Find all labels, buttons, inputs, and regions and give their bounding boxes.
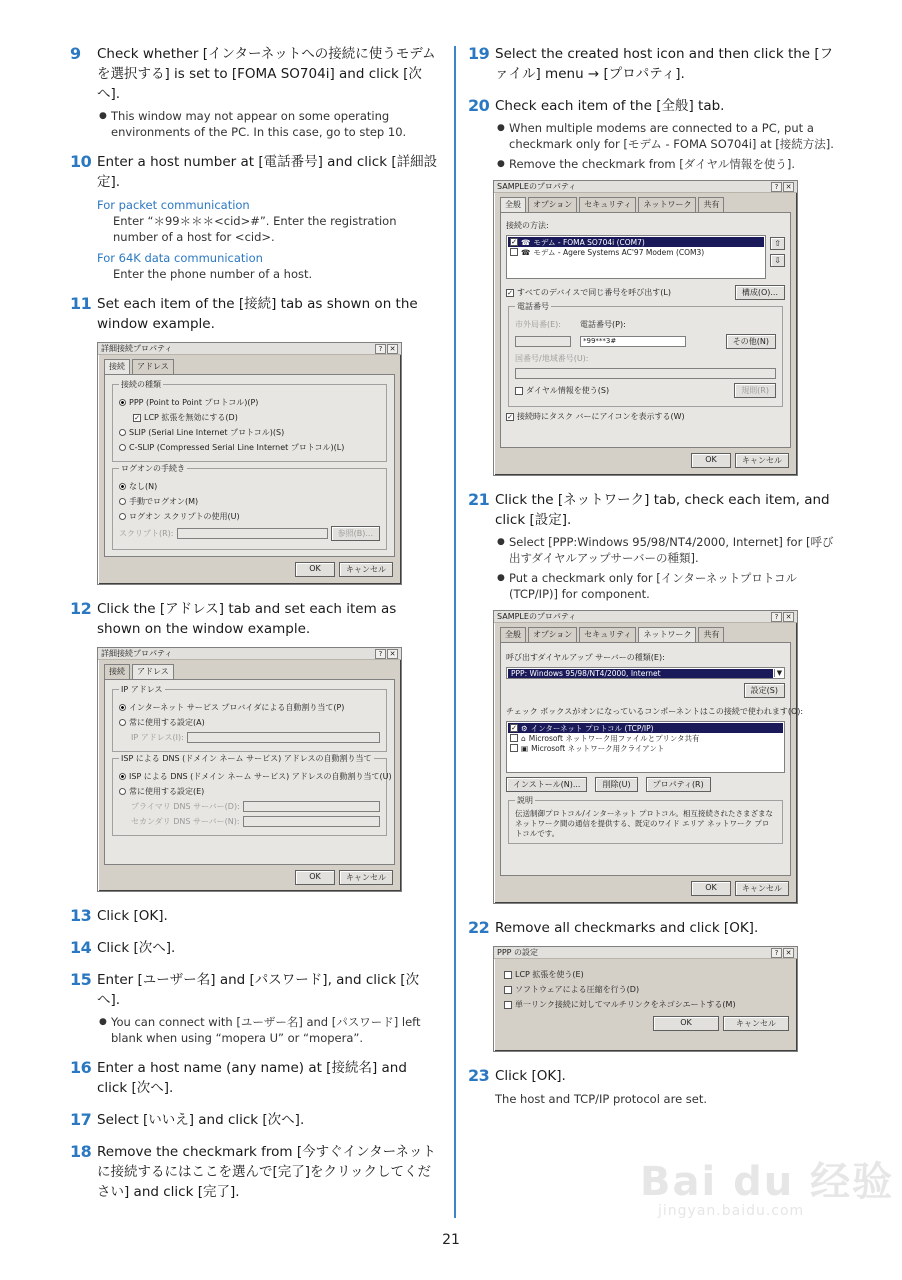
fixed-ip-label: 常に使用する設定(A) xyxy=(129,718,205,727)
properties-button[interactable]: プロパティ(R) xyxy=(646,777,711,792)
close-icon[interactable]: ✕ xyxy=(387,649,398,659)
bullet: ● Select [PPP:Windows 95/98/NT4/2000, Internet] for [呼び出すダイヤルアップサーバーの種類]. xyxy=(495,534,840,566)
step-text: Select the created host icon and then click the [ファイル] menu → [プロパティ]. xyxy=(495,46,834,82)
step-number: 23 xyxy=(468,1066,490,1085)
slip-label: SLIP (Serial Line Internet プロトコル)(S) xyxy=(129,428,285,437)
component-item[interactable] xyxy=(508,743,783,753)
modem-icon: ☎ xyxy=(521,247,531,257)
step-9 xyxy=(70,44,440,140)
tab-address[interactable]: アドレス xyxy=(132,359,174,374)
same-number-checkbox[interactable]: ✓ xyxy=(507,288,513,297)
tab-security[interactable]: セキュリティ xyxy=(579,197,636,212)
ppp-settings-dialog xyxy=(493,946,798,1052)
group-label: 電話番号 xyxy=(517,302,549,311)
dialog-title: SAMPLEのプロパティ xyxy=(497,612,577,621)
group-label: ログオンの手続き xyxy=(121,464,185,473)
tab-general[interactable]: 全般 xyxy=(500,627,526,642)
left-column xyxy=(70,44,440,1214)
component-label: Microsoft ネットワーク用ファイルとプリンタ共有 xyxy=(528,733,700,743)
logon-none-radio[interactable] xyxy=(119,483,126,490)
remove-button[interactable]: 削除(U) xyxy=(595,777,637,792)
ok-button[interactable]: OK xyxy=(691,881,731,896)
modem-label: モデム - Agere Systems AC'97 Modem (COM3) xyxy=(533,247,705,257)
step-16 xyxy=(70,1058,440,1098)
move-down-button[interactable]: ⇩ xyxy=(770,254,785,267)
ok-button[interactable]: OK xyxy=(691,453,731,468)
tab-options[interactable]: オプション xyxy=(528,197,577,212)
dialing-rules-label: ダイヤル情報を使う(S) xyxy=(526,386,610,395)
step-number: 9 xyxy=(70,44,81,63)
close-icon[interactable]: ✕ xyxy=(783,948,794,958)
tab-connection[interactable]: 接続 xyxy=(104,359,130,374)
tab-security[interactable]: セキュリティ xyxy=(579,627,636,642)
dialog-title: 詳細接続プロパティ xyxy=(101,649,173,658)
country-select[interactable] xyxy=(515,368,776,379)
fixed-dns-radio[interactable] xyxy=(119,788,126,795)
bullet-text: Remove the checkmark from [ダイヤル情報を使う]. xyxy=(509,157,796,171)
ip-input[interactable] xyxy=(187,732,380,743)
close-icon[interactable]: ✕ xyxy=(783,182,794,192)
dialog-titlebar xyxy=(98,343,401,355)
step-14 xyxy=(70,938,440,958)
close-icon[interactable]: ✕ xyxy=(387,344,398,354)
component-checkbox[interactable] xyxy=(510,744,518,752)
step-number: 13 xyxy=(70,906,92,925)
auto-dns-radio[interactable] xyxy=(119,773,126,780)
auto-ip-label: インターネット サービス プロバイダによる自動割り当て(P) xyxy=(129,703,345,712)
step-21 xyxy=(468,490,840,904)
tab-network[interactable]: ネットワーク xyxy=(638,627,696,642)
bullet-text: This window may not appear on some operating environments of the PC. In this case, go to step 10. xyxy=(111,109,407,139)
bullet-text: You can connect with [ユーザー名] and [パスワード] left blank when using “mopera U” or “mopera”. xyxy=(111,1015,421,1045)
cancel-button[interactable]: キャンセル xyxy=(339,870,393,885)
description-text: 伝送制御プロトコル/インターネット プロトコル。相互接続されたさまざまなネットワーク間の通信を提供する、既定のワイド エリア ネットワーク プロトコルです。 xyxy=(515,809,774,838)
rules-button[interactable]: 規則(R) xyxy=(734,383,776,398)
script-input[interactable] xyxy=(177,528,328,539)
step-number: 18 xyxy=(70,1142,92,1161)
auto-dns-label: ISP による DNS (ドメイン ネーム サービス) アドレスの自動割り当て(U) xyxy=(129,772,392,781)
right-column xyxy=(468,44,840,1119)
bullet: ● This window may not appear on some operating environments of the PC. In this case, go to step 10. xyxy=(97,108,440,140)
group-label: ISP による DNS (ドメイン ネーム サービス) アドレスの自動割り当て xyxy=(121,754,372,763)
area-code-label: 市外局番(E): xyxy=(515,320,561,329)
taskbar-icon-checkbox[interactable]: ✓ xyxy=(507,412,513,421)
step-text: Click [次へ]. xyxy=(97,940,176,956)
slip-radio[interactable] xyxy=(119,429,126,436)
tab-options[interactable]: オプション xyxy=(528,627,577,642)
fixed-dns-label: 常に使用する設定(E) xyxy=(129,787,205,796)
components-label: チェック ボックスがオンになっているコンポーネントはこの接続で使われます(O): xyxy=(506,707,804,716)
step-20 xyxy=(468,96,840,476)
component-checkbox[interactable] xyxy=(510,734,518,742)
compression-label: ソフトウェアによる圧縮を行う(D) xyxy=(515,985,640,994)
tab-sharing[interactable]: 共有 xyxy=(698,627,724,642)
packet-text: Enter “＊99＊＊＊<cid>#”. Enter the registration number of a host for <cid>. xyxy=(113,214,397,244)
group-label: IP アドレス xyxy=(121,685,163,694)
phone-input[interactable]: *99***3# xyxy=(580,336,686,347)
step-number: 11 xyxy=(70,294,92,313)
lcp-label: LCP 拡張を無効にする(D) xyxy=(144,413,238,422)
step-12 xyxy=(70,599,440,892)
step-18 xyxy=(70,1142,440,1202)
same-number-label: すべてのデバイスで同じ番号を呼び出す(L) xyxy=(517,288,671,297)
country-label: 国番号/地域番号(U): xyxy=(515,354,589,363)
logon-script-radio[interactable] xyxy=(119,513,126,520)
components-list[interactable] xyxy=(506,721,785,773)
group-label: 接続の種類 xyxy=(121,380,161,389)
bullet-text: Put a checkmark only for [インターネットプロトコル (TCP/IP)] for component. xyxy=(509,571,797,601)
step-19 xyxy=(468,44,840,84)
step-number: 14 xyxy=(70,938,92,957)
step-number: 12 xyxy=(70,599,92,618)
help-icon[interactable]: ? xyxy=(375,649,386,659)
lcp-ext-label: LCP 拡張を使う(E) xyxy=(515,970,584,979)
logon-manual-radio[interactable] xyxy=(119,498,126,505)
cancel-button[interactable]: キャンセル xyxy=(723,1016,789,1031)
step-text: Enter a host name (any name) at [接続名] and click [次へ]. xyxy=(97,1060,407,1096)
component-item[interactable] xyxy=(508,733,783,743)
chevron-down-icon: ▼ xyxy=(774,669,784,677)
ok-button[interactable]: OK xyxy=(295,870,335,885)
step-23 xyxy=(468,1066,840,1107)
column-divider xyxy=(454,46,456,1218)
step-13 xyxy=(70,906,440,926)
logon-none-label: なし(N) xyxy=(129,482,158,491)
step-15 xyxy=(70,970,440,1046)
packet-title: For packet communication xyxy=(97,198,250,212)
phone-label: 電話番号(P): xyxy=(580,320,626,329)
help-icon[interactable]: ? xyxy=(375,344,386,354)
step-number: 21 xyxy=(468,490,490,509)
cslip-label: C-SLIP (Compressed Serial Line Internet プロトコル)(L) xyxy=(129,443,345,452)
server-type-label: 呼び出すダイヤルアップ サーバーの種類(E): xyxy=(506,653,665,662)
dialog-title: SAMPLEのプロパティ xyxy=(497,182,577,191)
dialog-title: 詳細接続プロパティ xyxy=(101,344,173,353)
ppp-radio[interactable] xyxy=(119,399,126,406)
dialog-titlebar xyxy=(494,181,797,193)
client-icon: ▣ xyxy=(521,743,529,753)
ok-button[interactable]: OK xyxy=(295,562,335,577)
auto-ip-radio[interactable] xyxy=(119,704,126,711)
dns2-label: セカンダリ DNS サーバー(N): xyxy=(131,817,240,826)
multilink-label: 単一リンク接続に対してマルチリンクをネゴシエートする(M) xyxy=(515,1000,736,1009)
step-22 xyxy=(468,918,840,1052)
ppp-label: PPP (Point to Point プロトコル)(P) xyxy=(129,398,259,407)
server-type-select[interactable] xyxy=(506,667,785,679)
close-icon[interactable]: ✕ xyxy=(783,612,794,622)
tab-general[interactable]: 全般 xyxy=(500,197,526,212)
step-11 xyxy=(70,294,440,585)
protocol-icon: ⚙ xyxy=(521,723,528,733)
lcp-checkbox[interactable]: ✓ xyxy=(134,413,140,422)
cancel-button[interactable]: キャンセル xyxy=(735,453,789,468)
component-label: Microsoft ネットワーク用クライアント xyxy=(531,743,665,753)
logon-script-label: ログオン スクリプトの使用(U) xyxy=(129,512,240,521)
step-number: 17 xyxy=(70,1110,92,1129)
bullet-text: When multiple modems are connected to a PC, put a checkmark only for [モデム - FOMA SO704i] at [接続方法]. xyxy=(509,121,834,151)
component-item[interactable] xyxy=(508,723,783,733)
step-number: 19 xyxy=(468,44,490,63)
compression-checkbox[interactable] xyxy=(504,986,512,994)
help-icon[interactable]: ? xyxy=(771,182,782,192)
tab-address[interactable]: アドレス xyxy=(132,664,174,679)
help-icon[interactable]: ? xyxy=(771,948,782,958)
share-icon: ⌂ xyxy=(521,733,526,743)
step-text: Enter a host number at [電話番号] and click [詳細設定]. xyxy=(97,154,438,190)
step-number: 20 xyxy=(468,96,490,115)
taskbar-icon-label: 接続時にタスク バーにアイコンを表示する(W) xyxy=(517,412,685,421)
dns2-input[interactable] xyxy=(243,816,380,827)
method-label: 接続の方法: xyxy=(506,221,549,230)
step-text: Click [OK]. xyxy=(495,1068,566,1084)
bullet-text: Select [PPP:Windows 95/98/NT4/2000, Internet] for [呼び出すダイヤルアップサーバーの種類]. xyxy=(509,535,834,565)
dns1-label: プライマリ DNS サーバー(D): xyxy=(131,802,240,811)
step-text: Select [いいえ] and click [次へ]. xyxy=(97,1112,305,1128)
modem-item[interactable] xyxy=(508,247,764,257)
script-label: スクリプト(R): xyxy=(119,529,174,538)
modem-icon: ☎ xyxy=(521,237,531,247)
dialog-titlebar xyxy=(494,611,797,623)
component-checkbox[interactable]: ✓ xyxy=(511,724,517,732)
step-text: Click the [ネットワーク] tab, check each item, and click [設定]. xyxy=(495,492,830,528)
bullet: ● You can connect with [ユーザー名] and [パスワード] left blank when using “mopera U” or “mopera”. xyxy=(97,1014,440,1046)
cslip-radio[interactable] xyxy=(119,444,126,451)
step-text: Set each item of the [接続] tab as shown on the window example. xyxy=(97,296,418,332)
step-text: Remove the checkmark from [今すぐインターネットに接続するにはここを選んで[完了]をクリックしてください] and click [完了]. xyxy=(97,1144,436,1200)
general-tab-dialog xyxy=(493,180,798,476)
bullet: ● Put a checkmark only for [インターネットプロトコル (TCP/IP)] for component. xyxy=(495,570,840,602)
watermark-brand: Bai du 经验 xyxy=(640,1159,895,1205)
step-17 xyxy=(70,1110,440,1130)
step-note: The host and TCP/IP protocol are set. xyxy=(495,1092,708,1106)
dialing-rules-checkbox[interactable] xyxy=(515,387,523,395)
step-text: Remove all checkmarks and click [OK]. xyxy=(495,920,759,936)
k64-text: Enter the phone number of a host. xyxy=(113,267,313,281)
watermark-url: jingyan.baidu.com xyxy=(658,1203,805,1219)
modem-item[interactable] xyxy=(508,237,764,247)
step-text: Enter [ユーザー名] and [パスワード], and click [次へ]. xyxy=(97,972,420,1008)
dialog-title: PPP の設定 xyxy=(497,948,539,957)
modem-checkbox[interactable] xyxy=(510,248,518,256)
area-code-input[interactable] xyxy=(515,336,571,347)
page-number: 21 xyxy=(442,1232,460,1248)
dialog-titlebar xyxy=(494,947,797,959)
dns1-input[interactable] xyxy=(243,801,380,812)
step-text: Check whether [インターネットへの接続に使うモデムを選択する] is set to [FOMA SO704i] and click [次へ]. xyxy=(97,46,436,102)
install-button[interactable]: インストール(N)... xyxy=(506,777,587,792)
lcp-ext-checkbox[interactable] xyxy=(504,971,512,979)
network-tab-dialog xyxy=(493,610,804,904)
step-10 xyxy=(70,152,440,282)
k64-title: For 64K data communication xyxy=(97,251,263,265)
step-number: 10 xyxy=(70,152,92,171)
logon-manual-label: 手動でログオン(M) xyxy=(129,497,199,506)
cancel-button[interactable]: キャンセル xyxy=(339,562,393,577)
group-label: 説明 xyxy=(517,796,533,805)
bullet: ● Remove the checkmark from [ダイヤル情報を使う]. xyxy=(497,157,796,171)
address-dialog xyxy=(97,647,402,892)
browse-button[interactable]: 参照(B)... xyxy=(331,526,380,541)
component-label: インターネット プロトコル (TCP/IP) xyxy=(530,723,654,733)
bullet: ● When multiple modems are connected to a PC, put a checkmark only for [モデム - FOMA SO704i] at [接続方法]. xyxy=(495,120,840,152)
other-button[interactable]: その他(N) xyxy=(726,334,776,349)
ok-button[interactable]: OK xyxy=(653,1016,719,1031)
multilink-checkbox[interactable] xyxy=(504,1001,512,1009)
cancel-button[interactable]: キャンセル xyxy=(735,881,789,896)
tab-network[interactable]: ネットワーク xyxy=(638,197,696,212)
baidu-watermark xyxy=(640,1150,894,1219)
step-text: Check each item of the [全般] tab. xyxy=(495,98,725,114)
move-up-button[interactable]: ⇧ xyxy=(770,237,785,250)
advanced-connection-dialog xyxy=(97,342,402,585)
help-icon[interactable]: ? xyxy=(771,612,782,622)
settings-button[interactable]: 設定(S) xyxy=(744,683,785,698)
step-text: Click the [アドレス] tab and set each item as shown on the window example. xyxy=(97,601,397,637)
modem-checkbox[interactable]: ✓ xyxy=(511,238,517,246)
step-number: 22 xyxy=(468,918,490,937)
dialog-titlebar xyxy=(98,648,401,660)
configure-button[interactable]: 構成(O)... xyxy=(735,285,785,300)
tab-connection[interactable]: 接続 xyxy=(104,664,130,679)
step-number: 15 xyxy=(70,970,92,989)
step-text: Click [OK]. xyxy=(97,908,168,924)
fixed-ip-radio[interactable] xyxy=(119,719,126,726)
modem-list[interactable] xyxy=(506,235,766,279)
tab-sharing[interactable]: 共有 xyxy=(698,197,724,212)
modem-label: モデム - FOMA SO704i (COM7) xyxy=(533,237,645,247)
server-type-value: PPP: Windows 95/98/NT4/2000, Internet xyxy=(508,669,773,678)
ip-label: IP アドレス(I): xyxy=(131,733,184,742)
step-number: 16 xyxy=(70,1058,92,1077)
